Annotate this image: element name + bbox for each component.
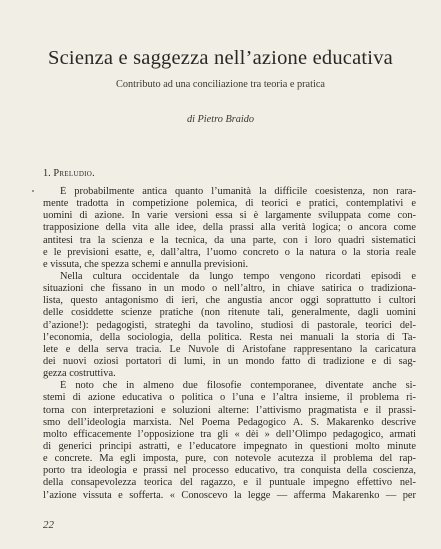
text-line: situazioni che fissano in un modo o nell’altro, in chiave satirica o tradiziona-: [43, 283, 416, 295]
text-line: di generici principi astratti, e l’educatore impegnato in questioni molto minute: [43, 440, 416, 452]
page-number: 22: [43, 519, 54, 531]
section-heading: [43, 168, 95, 179]
text-line: e vissuta, che spezza schemi e annulla previsioni.: [43, 258, 249, 270]
text-line: lete e della serva tracia. Le Nuvole di Aristofane rappresentano la caricatura: [43, 343, 416, 355]
text-line: d’azione!): pedagogisti, strateghi da tavolino, studiosi di pastorale, teorici del-: [43, 319, 416, 331]
article-subtitle: Contributo ad una conciliazione tra teoria e pratica: [116, 79, 325, 90]
text-line: È probabilmente antica quanto l’umanità la difficile coesistenza, non rara-: [60, 186, 416, 197]
text-line: molto efficacemente l’opposizione tra gli « dèi » dell’Olimpo pedagogico, armati: [43, 428, 416, 440]
text-line: delle cosiddette scienze pratiche (non ritenute tali, generalmente, dagli uomini: [43, 307, 416, 319]
text-line: uomini di azione. In varie versioni essa si è largamente sviluppata come con-: [43, 210, 416, 222]
text-line: stemi di azione educativa o politica o l’una e l’altra insieme, il problema ri-: [43, 392, 416, 404]
article-title: Scienza e saggezza nell’azione educativa: [48, 47, 393, 69]
section-title: Preludio.: [53, 168, 96, 179]
text-line: e concrete. Ma egli imposta, pure, con notevole acutezza il problema del rap-: [43, 453, 416, 465]
text-line: torna con interpretazioni e soluzioni alterne: l’attivismo pragmatista e il prassi-: [43, 404, 416, 416]
text-line: l’azione vissuta e sofferta. « Conoscevo la legge — afferma Makarenko — per: [43, 489, 416, 501]
text-line: gezza costruttiva.: [43, 368, 116, 380]
text-line: porto tra ideologia e prassi nel processo educativo, tra conquista della coscienza,: [43, 465, 416, 477]
text-line: dei nuovi oziosi portatori di lumi, in un mondo fatto di tradizione e di sag-: [43, 355, 416, 367]
text-line: e le previsioni esatte, e, dall’altra, l’uomo concreto o la natura o la storia reale: [43, 246, 416, 258]
margin-dot: [32, 190, 34, 192]
text-line: antitesi tra la scienza e la tecnica, da una parte, con i loro quadri sistematici: [43, 234, 416, 246]
text-line: Nella cultura occidentale da lungo tempo vengono ricordati episodi e: [60, 270, 416, 282]
text-line: trapposizione della vita alle idee, della prassi alla verità logica; o ancora come: [43, 222, 416, 234]
body-text: [43, 186, 416, 502]
article-author: di Pietro Braido: [186, 114, 255, 125]
text-line: smo dell’ideologia marxista. Nel Poema Pedagogico A. S. Makarenko descrive: [43, 416, 416, 428]
text-line: mente tradotta in competizione polemica, di teorici e pratici, contemplativi e: [43, 198, 416, 210]
text-line: l’economia, della sociologia, della politica. Resta nei manuali la storia di Ta-: [43, 331, 416, 343]
text-line: È noto che in almeno due filosofie contemporanee, diventate anche si-: [60, 380, 416, 392]
section-number: 1.: [43, 168, 51, 179]
text-line: della consapevolezza teorica del ragazzo, e il puntuale impegno effettivo nel-: [43, 477, 416, 489]
text-line: lista, questo antagonismo di ieri, che angustia ancor oggi soprattutto i cultori: [43, 295, 416, 307]
